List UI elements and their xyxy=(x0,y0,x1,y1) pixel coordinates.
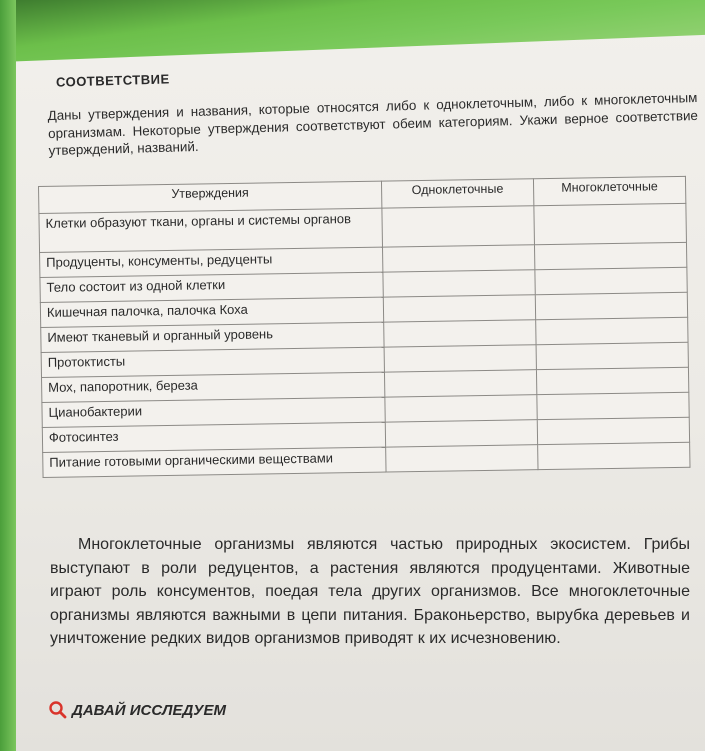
matching-table xyxy=(38,176,691,478)
header-multicellular: Многоклеточные xyxy=(533,176,685,205)
unicellular-answer-cell[interactable] xyxy=(383,270,535,297)
unicellular-answer-cell[interactable] xyxy=(384,370,536,397)
magnifier-icon xyxy=(48,700,68,720)
green-header-band xyxy=(0,0,705,62)
statement-cell: Питание готовыми органическими веществами xyxy=(43,447,386,477)
body-paragraph-text: Многоклеточные организмы являются частью природных экосистем. Грибы выступают в роли редуцентов, а растения являются продуцентами. Животные играют роль консументов, поедая тела других организмов. Все многоклеточные организмы являются важными в цепи питания. Браконьерство, вырубка деревьев и уничтожение редких видов организмов приводят к их исчезновению. xyxy=(50,536,690,647)
statement-cell: Цианобактерии xyxy=(42,397,385,427)
statement-cell: Кишечная палочка, палочка Коха xyxy=(40,297,383,327)
multicellular-answer-cell[interactable] xyxy=(537,392,689,419)
unicellular-answer-cell[interactable] xyxy=(382,206,535,247)
matching-table-wrapper xyxy=(38,176,691,478)
unicellular-answer-cell[interactable] xyxy=(385,395,537,422)
intro-text: Даны утверждения и названия, которые относятся либо к одноклеточным, либо к многоклеточным организмам. Некоторые утверждения соответствуют обеим категориям. Укажи верное соответствие утверждений, названий. xyxy=(47,89,699,159)
multicellular-answer-cell[interactable] xyxy=(538,442,690,469)
header-statements: Утверждения xyxy=(39,181,382,213)
unicellular-answer-cell[interactable] xyxy=(384,320,536,347)
statement-cell: Мох, папоротник, береза xyxy=(42,372,385,402)
statement-cell: Тело состоит из одной клетки xyxy=(40,272,383,302)
multicellular-answer-cell[interactable] xyxy=(537,417,689,444)
multicellular-answer-cell[interactable] xyxy=(536,317,688,344)
body-paragraph xyxy=(50,533,690,651)
multicellular-answer-cell[interactable] xyxy=(535,292,687,319)
unicellular-answer-cell[interactable] xyxy=(382,245,534,272)
multicellular-answer-cell[interactable] xyxy=(534,242,686,269)
unicellular-answer-cell[interactable] xyxy=(383,295,535,322)
unicellular-answer-cell[interactable] xyxy=(385,420,537,447)
unicellular-answer-cell[interactable] xyxy=(384,345,536,372)
multicellular-answer-cell[interactable] xyxy=(536,342,688,369)
explore-heading xyxy=(48,700,226,720)
multicellular-answer-cell[interactable] xyxy=(534,203,687,244)
statement-cell: Имеют тканевый и органный уровень xyxy=(41,322,384,352)
green-side-stripe xyxy=(0,0,16,751)
section-title: СООТВЕТСТВИЕ xyxy=(55,71,170,90)
header-unicellular: Одноклеточные xyxy=(381,179,533,208)
multicellular-answer-cell[interactable] xyxy=(535,267,687,294)
statement-cell: Продуценты, консументы, редуценты xyxy=(40,247,383,277)
multicellular-answer-cell[interactable] xyxy=(536,367,688,394)
statement-cell: Фотосинтез xyxy=(42,422,385,452)
statement-cell: Клетки образуют ткани, органы и системы органов xyxy=(39,208,382,252)
explore-title: ДАВАЙ ИССЛЕДУЕМ xyxy=(72,701,226,719)
unicellular-answer-cell[interactable] xyxy=(386,445,538,472)
statement-cell: Протоктисты xyxy=(41,347,384,377)
